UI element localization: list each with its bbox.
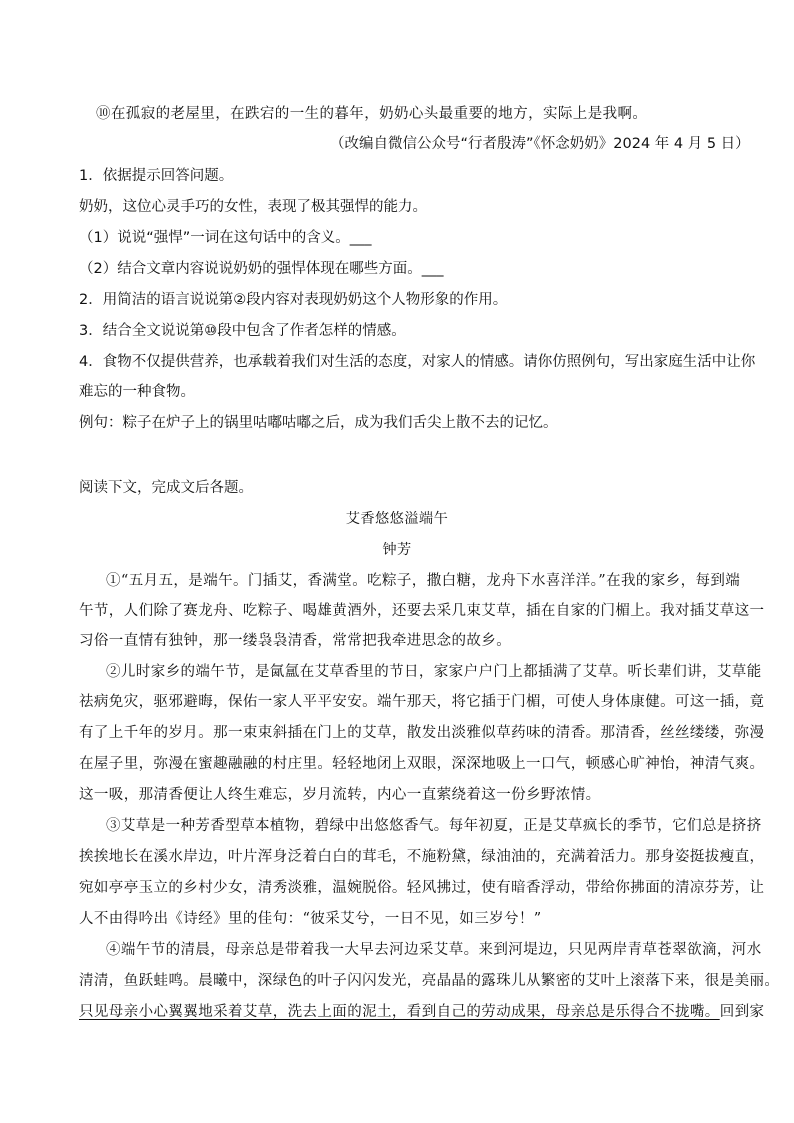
question-3: 3．结合全文说说第⑩段中包含了作者怎样的情感。 [79,323,406,339]
article-line: 午节，人们除了赛龙舟、吃粽子、喝雄黄酒外，还要去采几束艾草，插在自家的门楣上。我对插艾草这一 [79,603,765,619]
article-line: ③艾草是一种芳香型草本植物，碧绿中出悠悠香气。每年初夏，正是艾草疯长的季节，它们总是挤挤 [106,818,762,834]
question-1: 1．依据提示回答问题。 [79,168,234,184]
article-line-tail: 回到家 [719,1004,765,1020]
article-title: 艾香悠悠溢端午 [345,511,449,527]
example-sentence: 例句：粽子在炉子上的锅里咕嘟咕嘟之后，成为我们舌尖上散不去的记忆。 [79,415,558,431]
article-line: 祛病免灾，驱邪避晦，保佑一家人平平安安。端午那天，将它插于门楣，可使人身体康健。可这一插，竟 [79,694,765,710]
article-line: 清清，鱼跃蛙鸣。晨曦中，深绿色的叶子闪闪发光，亮晶晶的露珠儿从繁密的艾叶上滚落下来，很是美丽。 [79,973,780,989]
source-citation: （改编自微信公众号“行者殷涛”《怀念奶奶》2024 年 4 月 5 日） [330,136,750,152]
underlined-sentence: 只见母亲小心翼翼地采着艾草，洗去上面的泥土，看到自己的劳动成果，母亲总是乐得合不拢嘴。 [79,1004,720,1020]
article-line: 有了上千年的岁月。那一束束斜插在门上的艾草，散发出淡雅似草药味的清香。那清香，丝丝缕缕，弥漫 [79,725,765,741]
article-line: 在屋子里，弥漫在蜜趣融融的村庄里。轻轻地闭上双眼，深深地吸上一口气，顿感心旷神怡，神清气爽。 [79,756,765,772]
article-line: 人不由得吟出《诗经》里的佳句：“彼采艾兮，一日不见，如三岁兮！” [79,911,542,927]
article-line: ①“五月五，是端午。门插艾，香满堂。吃粽子，撒白糖，龙舟下水喜洋洋。”在我的家乡，每到端 [106,573,741,589]
paragraph-10: ⑩在孤寂的老屋里，在跌宕的一生的暮年，奶奶心头最重要的地方，实际上是我啊。 [96,106,648,122]
article-line: ②儿时家乡的端午节，是氤氲在艾草香里的节日，家家户户门上都插满了艾草。听长辈们讲，艾草能 [106,664,762,680]
reading-instruction: 阅读下文，完成文后各题。 [79,480,253,496]
question-1-part-2: （2）结合文章内容说说奶奶的强悍体现在哪些方面。___ [79,261,444,277]
article-line: ④端午节的清晨，母亲总是带着我一大早去河边采艾草。来到河堤边，只见两岸青草苍翠欲滴，河水 [106,942,762,958]
article-line: 挨挨地长在溪水岸边，叶片浑身泛着白白的茸毛，不施粉黛，绿油油的，充满着活力。那身姿挺拔瘦直， [79,849,765,865]
question-1-prompt: 奶奶，这位心灵手巧的女性，表现了极其强悍的能力。 [79,199,427,215]
question-2: 2．用简洁的语言说说第②段内容对表现奶奶这个人物形象的作用。 [79,292,508,308]
article-line: 这一吸，那清香便让人终生难忘，岁月流转，内心一直萦绕着这一份乡野浓情。 [79,787,601,803]
article-author: 钟芳 [382,542,412,558]
article-line: 习俗一直情有独钟，那一缕袅袅清香，常常把我牵进思念的故乡。 [79,633,512,649]
question-1-part-1: （1）说说“强悍”一词在这句话中的含义。___ [79,230,372,246]
article-line: 宛如亭亭玉立的乡村少女，清秀淡雅，温婉脱俗。轻风拂过，使有暗香浮动，带给你拂面的清凉芬芳，让 [79,880,765,896]
question-4-line-1: 4．食物不仅提供营养，也承载着我们对生活的态度，对家人的情感。请你仿照例句，写出家庭生活中让你 [79,354,756,370]
article-line-underlined [79,1002,764,1022]
question-4-line-2: 难忘的一种食物。 [79,384,195,400]
